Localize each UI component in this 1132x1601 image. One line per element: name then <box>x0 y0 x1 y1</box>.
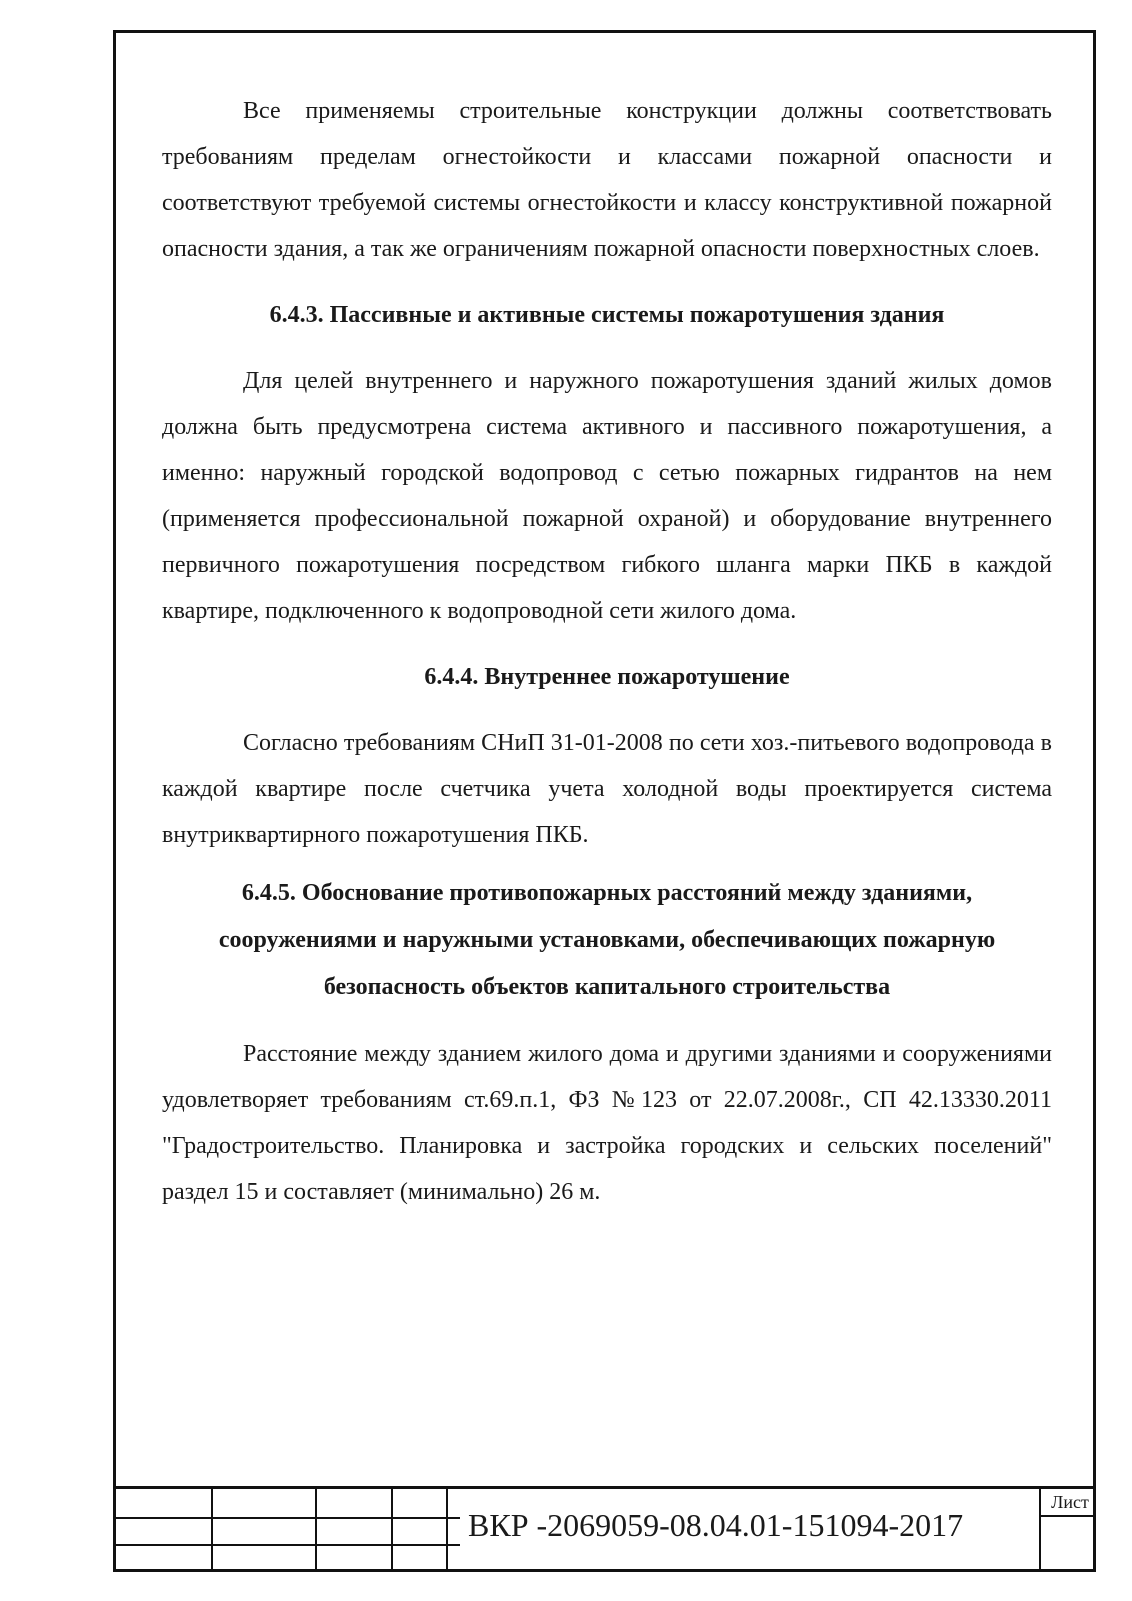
stamp-row-divider <box>113 1544 460 1546</box>
stamp-column-divider <box>315 1489 317 1572</box>
section-heading-6-4-3: 6.4.3. Пассивные и активные системы пожаротушения здания <box>269 302 945 328</box>
stamp-column-divider <box>446 1489 448 1572</box>
stamp-column-divider <box>1039 1489 1041 1572</box>
stamp-column-divider <box>391 1489 393 1572</box>
paragraph-fire-distances: Расстояние между зданием жилого дома и другими зданиями и сооружениями удовлетворяет требованиям ст.69.п.1, ФЗ №123 от 22.07.2008г., СП 42.13330.2011 "Градостроительство. Планировка и застройка городских и сельских поселений" раздел 15 и составляет (минимально) 26 м. <box>162 1041 1052 1205</box>
document-body <box>162 88 1052 1215</box>
title-block-stamp <box>113 1486 1096 1572</box>
sheet-label-divider <box>1039 1515 1096 1517</box>
paragraph-internal-extinguishing: Согласно требованиям СНиП 31-01-2008 по сети хоз.-питьевого водопровода в каждой квартире после счетчика учета холодной воды проектируется система внутриквартирного пожаротушения ПКБ. <box>162 730 1052 848</box>
paragraph-fire-extinguishing-systems: Для целей внутреннего и наружного пожаротушения зданий жилых домов должна быть предусмотрена система активного и пассивного пожаротушения, а именно: наружный городской водопровод с сетью пожарных гидрантов на нем (применяется профессиональной пожарной охраной) и оборудование внутреннего первичного пожаротушения посредством гибкого шланга марки ПКБ в каждой квартире, подключенного к водопроводной сети жилого дома. <box>162 368 1052 624</box>
stamp-column-divider <box>211 1489 213 1572</box>
sheet-label: Лист <box>1051 1492 1089 1512</box>
document-code: ВКР -2069059-08.04.01-151094-2017 <box>468 1507 964 1543</box>
section-heading-6-4-4: 6.4.4. Внутреннее пожаротушение <box>424 664 790 690</box>
stamp-row-divider <box>113 1517 460 1519</box>
section-heading-6-4-5: 6.4.5. Обоснование противопожарных расстояний между зданиями, сооружениями и наружными установками, обеспечивающих пожарную безопасность объектов капитального строительства <box>218 880 996 1000</box>
paragraph-building-structures: Все применяемы строительные конструкции должны соответствовать требованиям пределам огнестойкости и классами пожарной опасности и соответствуют требуемой системы огнестойкости и классу конструктивной пожарной опасности здания, а так же ограничениям пожарной опасности поверхностных слоев. <box>162 98 1052 262</box>
